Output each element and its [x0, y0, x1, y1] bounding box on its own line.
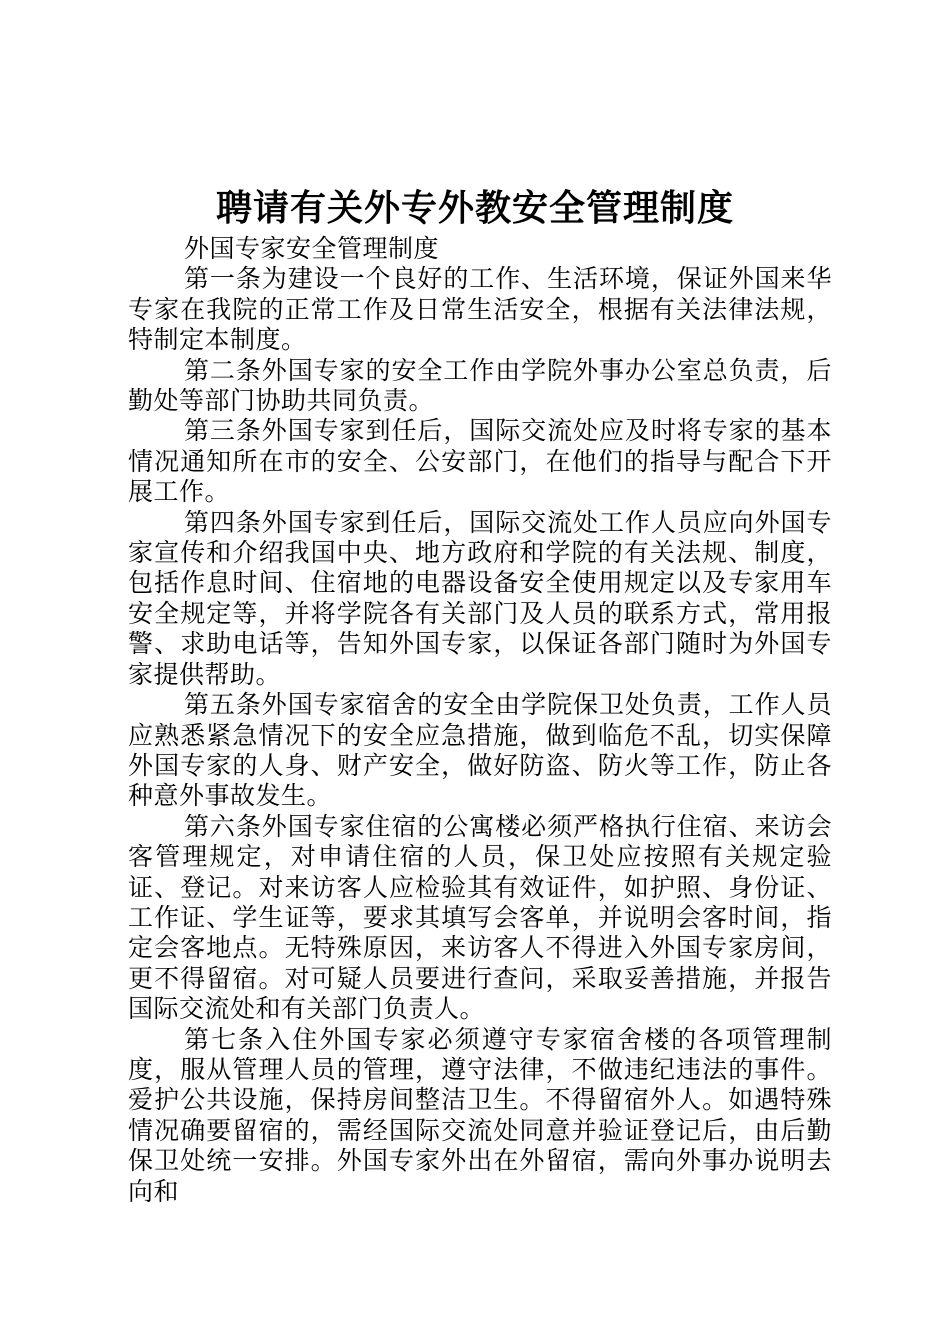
document-body [128, 234, 832, 1207]
paragraph-subtitle: 外国专家安全管理制度 [184, 234, 440, 263]
paragraph-article-2: 第二条外国专家的安全工作由学院外事办公室总负责，后勤处等部门协助共同负责。 [128, 355, 832, 416]
paragraph-article-5: 第五条外国专家宿舍的安全由学院保卫处负责，工作人员应熟悉紧急情况下的安全应急措施，做到临危不乱，切实保障外国专家的人身、财产安全，做好防盗、防火等工作，防止各种意外事故发生。 [128, 690, 832, 811]
paragraph-article-6: 第六条外国专家住宿的公寓楼必须严格执行住宿、来访会客管理规定，对申请住宿的人员，保卫处应按照有关规定验证、登记。对来访客人应检验其有效证件，如护照、身份证、工作证、学生证等，要求其填写会客单，并说明会客时间，指定会客地点。无特殊原因，来访客人不得进入外国专家房间，更不得留宿。对可疑人员要进行查问，采取妥善措施，并报告国际交流处和有关部门负责人。 [128, 811, 832, 1024]
paragraph-article-7: 第七条入住外国专家必须遵守专家宿舍楼的各项管理制度，服从管理人员的管理，遵守法律，不做违纪违法的事件。爱护公共设施，保持房间整洁卫生。不得留宿外人。如遇特殊情况确要留宿的，需经国际交流处同意并验证登记后，由后勤保卫处统一安排。外国专家外出在外留宿，需向外事办说明去向和 [128, 1024, 832, 1206]
paragraph-article-1: 第一条为建设一个良好的工作、生活环境，保证外国来华专家在我院的正常工作及日常生活安全，根据有关法律法规，特制定本制度。 [128, 264, 832, 355]
document-title: 聘请有关外专外教安全管理制度 [215, 188, 734, 229]
paragraph-article-4: 第四条外国专家到任后，国际交流处工作人员应向外国专家宣传和介绍我国中央、地方政府和学院的有关法规、制度，包括作息时间、住宿地的电器设备安全使用规定以及专家用车安全规定等，并将学院各有关部门及人员的联系方式，常用报警、求助电话等，告知外国专家，以保证各部门随时为外国专家提供帮助。 [128, 507, 832, 689]
paragraph-article-3: 第三条外国专家到任后，国际交流处应及时将专家的基本情况通知所在市的安全、公安部门，在他们的指导与配合下开展工作。 [128, 416, 832, 507]
